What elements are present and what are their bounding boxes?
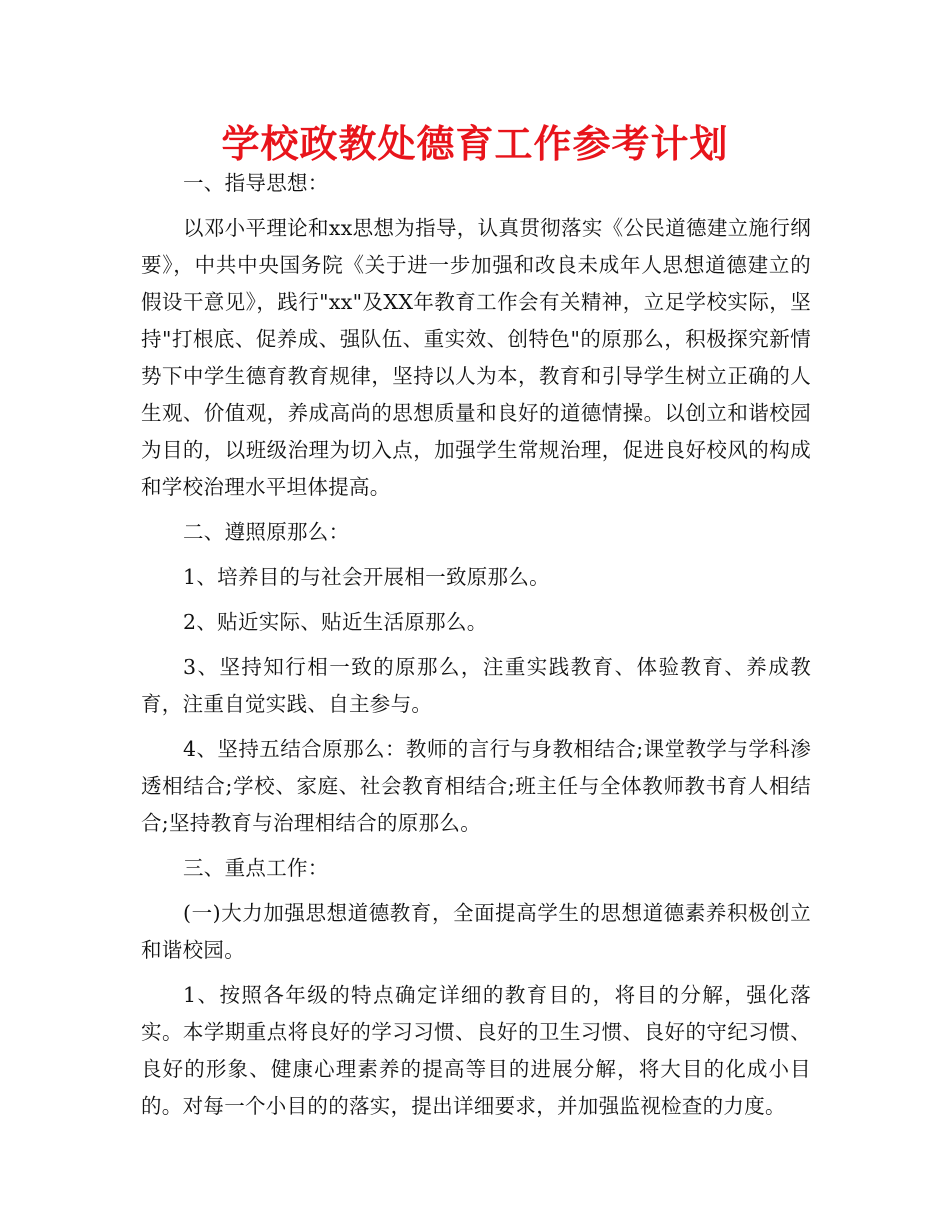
principle-item-1: 1、培养目的与社会开展相一致原那么。: [183, 565, 550, 589]
section-heading-principles: 二、遵照原那么：: [183, 520, 350, 544]
document-title: 学校政教处德育工作参考计划: [221, 121, 729, 166]
key-work-subheading-1: (一)大力加强思想道德教育，全面提高学生的思想道德素养积极创立和谐校园。: [141, 901, 811, 962]
document-body: [141, 165, 811, 1125]
section-heading-key-work: 三、重点工作：: [183, 856, 329, 880]
section-heading-guiding-thought: 一、指导思想：: [183, 171, 329, 195]
principle-item-2: 2、贴近实际、贴近生活原那么。: [183, 610, 488, 634]
key-work-item-1: 1、按照各年级的特点确定详细的教育目的，将目的分解，强化落实。本学期重点将良好的学习习惯、良好的卫生习惯、良好的守纪习惯、良好的形象、健康心理素养的提高等目的进展分解，将大目的化成小目的。对每一个小目的的落实，提出详细要求，并加强监视检查的力度。: [141, 983, 811, 1118]
principle-item-4: 4、坚持五结合原那么：教师的言行与身教相结合;课堂教学与学科渗透相结合;学校、家庭、社会教育相结合;班主任与全体教师教书育人相结合;坚持教育与治理相结合的原那么。: [141, 737, 811, 835]
principle-item-3: 3、坚持知行相一致的原那么，注重实践教育、体验教育、养成教育，注重自觉实践、自主参与。: [141, 655, 811, 716]
paragraph-guiding-thought: 以邓小平理论和xx思想为指导，认真贯彻落实《公民道德建立施行纲要》，中共中央国务院《关于进一步加强和改良未成年人思想道德建立的假设干意见》，践行"xx"及XX年教育工作会有关精神，立足学校实际，坚持"打根底、促养成、强队伍、重实效、创特色"的原那么，积极探究新情势下中学生德育教育规律，坚持以人为本，教育和引导学生树立正确的人生观、价值观，养成高尚的思想质量和良好的道德情操。以创立和谐校园为目的，以班级治理为切入点，加强学生常规治理，促进良好校风的构成和学校治理水平坦体提高。: [141, 216, 811, 499]
